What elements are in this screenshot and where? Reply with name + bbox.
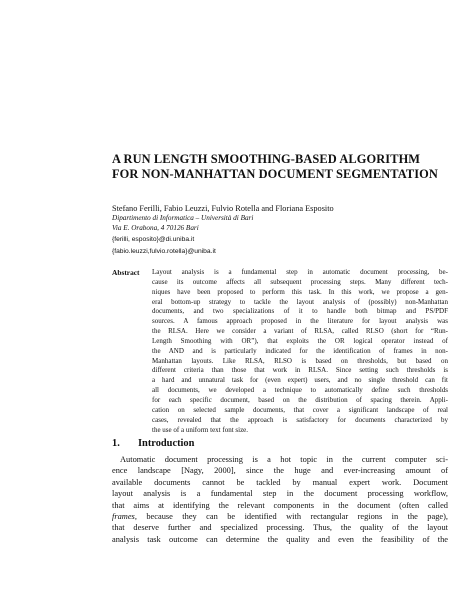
abstract-line: Manhattan layouts. Like RLSA, RLSO is based on thresholds, but based on (152, 356, 448, 365)
abstract-line: cases, revealed that the approach is satisfactory for documents characterized by (152, 415, 448, 424)
section-title: Introduction (138, 438, 195, 449)
abstract-line: the AND and is particularly indicated for the identification of frames in non- (152, 346, 448, 355)
abstract-line: niques have been proposed to perform this task. In this work, we propose a gen- (152, 287, 448, 296)
email-line: {fabio.leuzzi,fulvio.rotella}@uniba.it (112, 247, 216, 255)
affiliation-line: Via E. Orabona, 4 70126 Bari (112, 223, 199, 232)
title-line: FOR NON-MANHATTAN DOCUMENT SEGMENTATION (112, 167, 438, 181)
body-line: available documents cannot be tackled by manual expert work. Document (112, 477, 448, 487)
abstract-line: the RLSA. Here we consider a variant of RLSA, called RLSO (short for “Run- (152, 327, 448, 336)
abstract-line: Layout analysis is a fundamental step in automatic document processing, be- (152, 268, 448, 276)
body-line: analysis task outcome can determine the quality and even the feasibility of the (112, 534, 448, 544)
paper-title (112, 152, 442, 182)
author-names: Stefano Ferilli, Fabio Leuzzi, Fulvio Rotella and Floriana Esposito (112, 204, 334, 213)
title-line: A RUN LENGTH SMOOTHING-BASED ALGORITHM (112, 152, 421, 166)
abstract-line: for each specific document, based on the distribution of spacing therein. Appli- (152, 395, 448, 404)
email-line: {ferilli, esposito}@di.uniba.it (112, 235, 195, 243)
body-line: Automatic document processing is a hot topic in the current computer sci- (120, 455, 448, 464)
body-line: frames, because they can be identified with rectangular regions in the page), (112, 512, 448, 522)
abstract-line: cation on selected sample documents, that cover a significant landscape of real (152, 405, 448, 414)
body-line: ence landscape [Nagy, 2000], since the huge and ever-increasing amount of (112, 466, 448, 476)
author-block (112, 203, 442, 258)
abstract-line: all documents, we developed a technique to automatically define such thresholds (152, 386, 448, 395)
abstract-label: Abstract (112, 268, 140, 277)
abstract-line: sources. A famous approach proposed in the literature for layout analysis was (152, 317, 448, 326)
section-heading (112, 437, 194, 450)
abstract-line: Length Smoothing with OR”), that exploits the OR logical operator instead of (152, 336, 448, 345)
body-line: that aims at identifying the relevant components in the document (often called (112, 500, 448, 510)
section-number: 1. (112, 438, 120, 449)
abstract-line: cause its outcome affects all subsequent processing steps. Many different tech- (152, 277, 448, 286)
abstract-line: a hard and unnatural task for (even expert) users, and no single threshold can fit (152, 376, 448, 385)
abstract-line: the use of a uniform text font size. (152, 425, 249, 434)
body-line: that deserve further and specialized processing. Thus, the quality of the layout (112, 523, 448, 533)
abstract-text (152, 268, 448, 435)
abstract-line: different criteria than those that work in RLSA. Since setting such thresholds is (152, 366, 448, 375)
body-line: layout analysis is a fundamental step in the document processing workflow, (112, 489, 448, 499)
abstract-line: eral bottom-up strategy to tackle the layout analysis of (possibly) non-Manhattan (152, 297, 448, 306)
emphasized-term: frames (112, 512, 135, 522)
abstract-line: documents, and two specializations of it to handle both bitmap and PS/PDF (152, 307, 448, 316)
body-text (112, 454, 448, 545)
affiliation-line: Dipartimento di Informatica – Università di Bari (112, 214, 254, 222)
